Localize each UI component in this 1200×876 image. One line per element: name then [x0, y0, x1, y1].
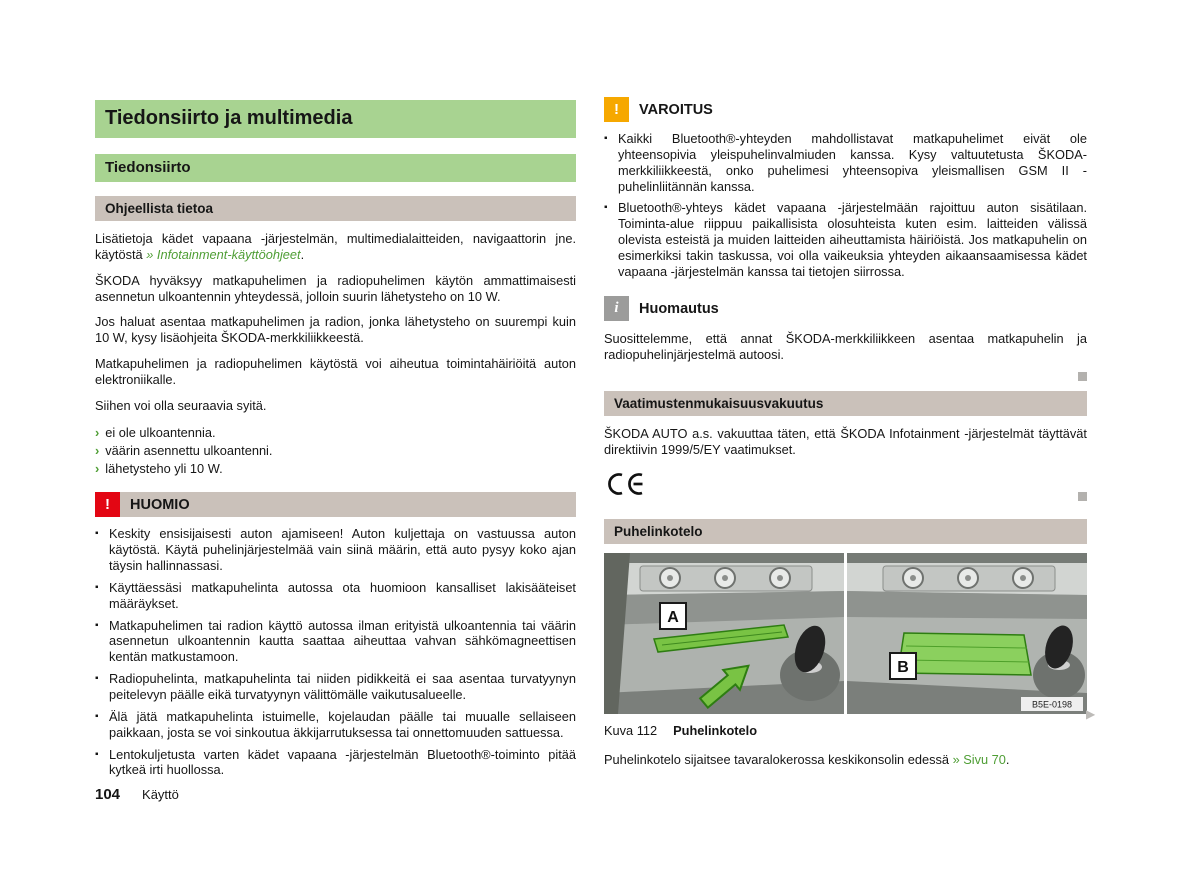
- figure-caption-number: Kuva 112: [604, 723, 658, 739]
- reason-text: lähetysteho yli 10 W.: [105, 461, 223, 477]
- page-title: Tiedonsiirto ja multimedia: [95, 100, 576, 138]
- caution-text: Matkapuhelimen tai radion käyttö autossa ilman erityistä ulkoantennia tai väärin asennetun ulkoantennin kautta saattaa aiheuttaa vahvan sähkömagneettisen kentän matkustamoon.: [109, 617, 576, 665]
- caution-box: [95, 492, 576, 778]
- left-column: [95, 100, 576, 784]
- section-title: Tiedonsiirto: [95, 154, 576, 182]
- reason-list: [95, 424, 576, 478]
- caution-item: [95, 709, 576, 741]
- caution-text: Älä jätä matkapuhelinta istuimelle, kojelaudan päälle tai muualle sellaiseen paikkaan, josta se voi sinkoutua äkkijarrutuksessa tai onnettomuuden sattuessa.: [109, 708, 576, 740]
- reason-item: [95, 442, 576, 460]
- reason-item: [95, 424, 576, 442]
- figure-label-b: B: [897, 659, 909, 677]
- reason-item: [95, 460, 576, 478]
- caution-text: Lentokuljetusta varten kädet vapaana -järjestelmän Bluetooth®-toiminto pitää kytkeä irti huollossa.: [109, 746, 576, 778]
- caution-header: [95, 492, 576, 517]
- caution-exclamation-icon: !: [95, 492, 120, 517]
- phone-box-text: Puhelinkotelo sijaitsee tavaralokerossa keskikonsolin edessä: [604, 752, 953, 768]
- caution-title: HUOMIO: [130, 497, 190, 514]
- arrow-bullet-icon: ›: [95, 442, 100, 458]
- figure-left-panel: [604, 553, 844, 714]
- warning-item: [604, 131, 1087, 194]
- reason-text: ei ole ulkoantennia.: [105, 424, 216, 440]
- right-column: [604, 97, 1087, 778]
- square-bullet-icon: ▪: [604, 133, 608, 144]
- intro-paragraph: [95, 231, 576, 263]
- page-number: 104: [95, 786, 121, 803]
- ce-mark-icon: [604, 472, 646, 501]
- infotainment-manual-link[interactable]: » Infotainment-käyttöohjeet: [146, 246, 301, 262]
- sivu-70-link[interactable]: » Sivu 70: [952, 752, 1006, 768]
- phone-box-figure-image: [604, 553, 1087, 714]
- paragraph: Jos haluat asentaa matkapuhelimen ja radion, jonka lähetysteho on suurempi kuin 10 W, kysy lisäohjeita ŠKODA-merkkiliikkeestä.: [95, 314, 576, 346]
- square-bullet-icon: ▪: [95, 528, 99, 540]
- square-bullet-icon: ▪: [604, 202, 608, 214]
- warning-header: [604, 97, 1087, 122]
- figure-caption: [604, 723, 1087, 738]
- caution-text: Keskity ensisijaisesti auton ajamiseen! Auton kuljettaja on vastuussa auton käytöstä. Käytä puhelinjärjestelmää vain siinä määrin, että auto pysyy koko ajan täysin hallinnassasi.: [109, 526, 576, 573]
- note-info-icon: i: [604, 296, 629, 321]
- square-bullet-icon: ▪: [95, 581, 99, 593]
- caution-list: [95, 526, 576, 778]
- conformity-title: Vaatimustenmukaisuusvakuutus: [604, 391, 1087, 416]
- warning-text: Bluetooth®-yhteys kädet vapaana -järjestelmään rajoittuu auton sisätilaan. Toiminta-alue riippuu paikallisista olosuhteista kuten esim. laitteiden välissä olevista esteistä ja muiden laitteiden aiheuttamista häiriöistä. Jos matkapuhelin on esimerkiksi takin taskussa, voi olla vaikeuksia yhteyden aikaansaamisessa kädet vapaana -järjestelmän kanssa tai tietojen siirrossa.: [618, 200, 1087, 279]
- phone-box-suffix: .: [1005, 752, 1010, 768]
- caution-text: Käyttäessäsi matkapuhelinta autossa ota huomioon kansalliset lakisääteiset määräykset.: [109, 579, 576, 611]
- section-end-row: [604, 372, 1087, 381]
- square-bullet-icon: ▪: [95, 710, 99, 722]
- square-bullet-icon: ▪: [95, 673, 99, 685]
- note-header: [604, 296, 1087, 321]
- arrow-bullet-icon: ›: [95, 461, 100, 477]
- caution-text: Radiopuhelinta, matkapuhelinta tai niiden pidikkeitä ei saa asentaa turvatyynyn peitelevyn päälle eikä turvatyynyn välittömälle vaikutusalueelle.: [109, 671, 576, 702]
- chapter-label: Käyttö: [142, 787, 179, 802]
- caution-item: [95, 747, 576, 779]
- figure-caption-title: Puhelinkotelo: [673, 723, 758, 739]
- caution-item: [95, 526, 576, 574]
- page-footer: [95, 786, 179, 803]
- intro-suffix: .: [300, 246, 305, 262]
- phone-box-title: Puhelinkotelo: [604, 519, 1087, 544]
- paragraph: Matkapuhelimen ja radiopuhelimen käytöstä voi aiheutua toimintahäiriöitä auton elektroniikalle.: [95, 356, 576, 388]
- phone-box-paragraph: [604, 752, 1087, 768]
- figure-right-panel: [847, 553, 1087, 714]
- warning-list: [604, 131, 1087, 280]
- section-end-marker: [1078, 492, 1087, 501]
- warning-item: [604, 200, 1087, 279]
- arrow-bullet-icon: ›: [95, 424, 100, 440]
- warning-exclamation-icon: !: [604, 97, 629, 122]
- reason-text: väärin asennettu ulkoantenni.: [105, 442, 273, 458]
- section-end-marker: [1078, 372, 1087, 381]
- note-title: Huomautus: [639, 300, 719, 317]
- subsection-title: Ohjeellista tietoa: [95, 196, 576, 221]
- paragraph: Siihen voi olla seuraavia syitä.: [95, 397, 267, 413]
- figure-label-a: A: [667, 609, 679, 627]
- figure-image-code: B5E-0198: [1031, 699, 1073, 710]
- paragraph: ŠKODA hyväksyy matkapuhelimen ja radiopuhelimen käytön ammattimaisesti asennetun ulkoantennin yhteydessä, jolloin suurin lähetysteho on 10 W.: [95, 272, 576, 304]
- caution-item: [95, 580, 576, 612]
- intro-text: Lisätietoja kädet vapaana -järjestelmän, multimedialaitteiden, navigaattorin jne. käytöstä: [95, 231, 576, 262]
- continuation-arrow-icon: ▶: [1086, 707, 1096, 721]
- square-bullet-icon: ▪: [95, 748, 99, 760]
- warning-text: Kaikki Bluetooth®-yhteyden mahdollistavat matkapuhelimet eivät ole yhteensopivia yleispuhelinvalmiuden kanssa. Kysy valtuutetusta ŠKODA-merkkiliikkeestä, onko puhelimesi yhteensopiva yleismallisen GSM II -puhelinliitännän kanssa.: [618, 131, 1087, 194]
- warning-title: VAROITUS: [639, 102, 713, 118]
- square-bullet-icon: ▪: [95, 619, 99, 631]
- conformity-text: ŠKODA AUTO a.s. vakuuttaa täten, että ŠKODA Infotainment -järjestelmät täyttävät direktiivin 1999/5/EY vaatimukset.: [604, 426, 1087, 458]
- note-text: Suosittelemme, että annat ŠKODA-merkkiliikkeen asentaa matkapuhelin ja radiopuhelinjärjestelmä autoosi.: [604, 330, 1087, 362]
- caution-item: [95, 671, 576, 703]
- ce-row: [604, 472, 1087, 501]
- caution-item: [95, 618, 576, 666]
